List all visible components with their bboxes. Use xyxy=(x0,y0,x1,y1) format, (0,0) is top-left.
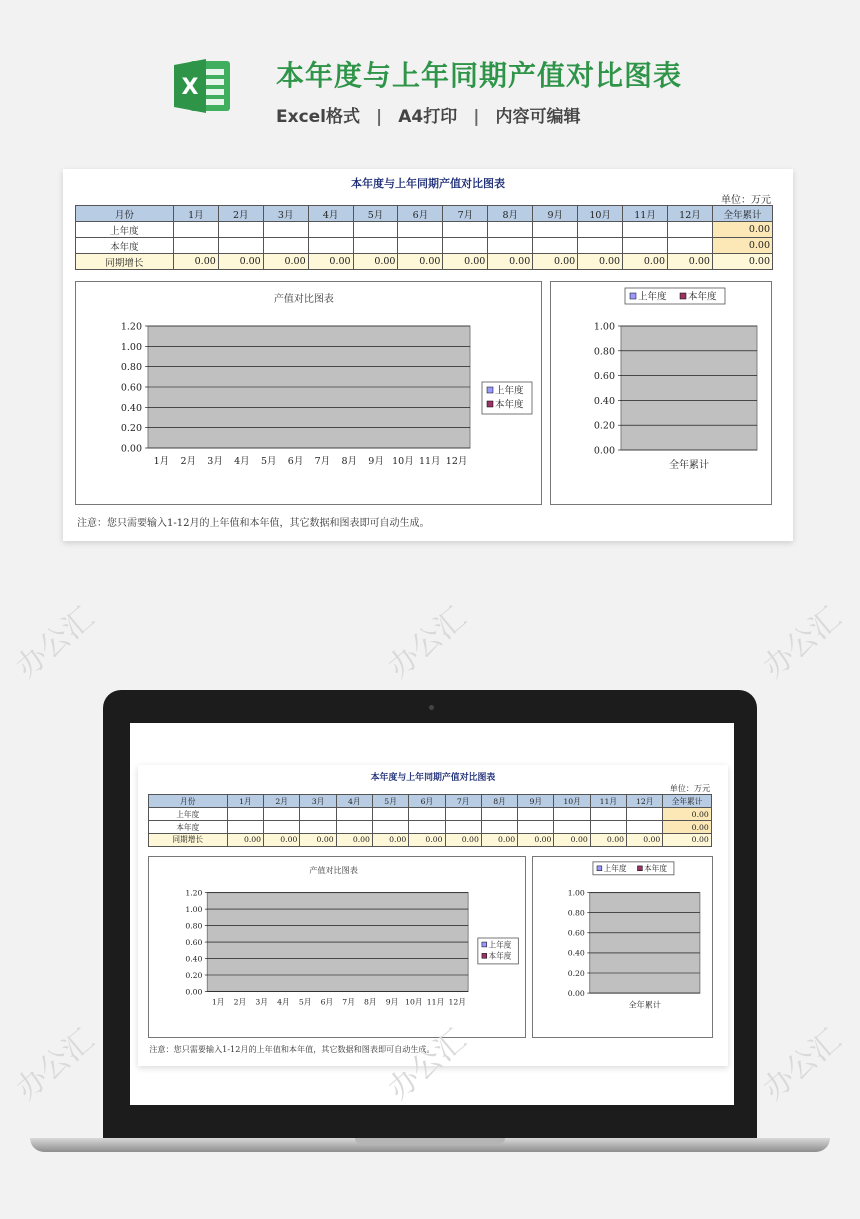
table-cell[interactable] xyxy=(554,808,590,821)
data-table xyxy=(75,205,773,270)
table-cell[interactable]: 0.00 xyxy=(398,254,443,270)
table-cell[interactable] xyxy=(623,238,668,254)
table-row xyxy=(76,222,773,238)
table-cell[interactable] xyxy=(398,222,443,238)
column-header: 2月 xyxy=(218,206,263,222)
usage-note: 注意：您只需要输入1-12月的上年值和本年值，其它数据和图表即可自动生成。 xyxy=(149,1044,435,1055)
table-cell[interactable] xyxy=(481,808,517,821)
y-tick-label: 0.60 xyxy=(185,937,203,947)
table-cell[interactable] xyxy=(227,808,263,821)
table-cell[interactable] xyxy=(264,808,300,821)
total-cell: 0.00 xyxy=(663,834,711,847)
table-cell[interactable]: 0.00 xyxy=(443,254,488,270)
spreadsheet-preview xyxy=(63,169,793,541)
y-tick-label: 0.60 xyxy=(593,371,615,383)
table-cell[interactable] xyxy=(372,821,408,834)
table-cell[interactable] xyxy=(409,821,445,834)
y-tick-label: 0.80 xyxy=(593,346,615,358)
table-cell[interactable] xyxy=(264,821,300,834)
table-cell[interactable] xyxy=(443,238,488,254)
table-cell[interactable] xyxy=(398,238,443,254)
legend-swatch xyxy=(482,953,487,958)
unit-label: 单位：万元 xyxy=(721,195,771,206)
table-cell[interactable] xyxy=(300,808,336,821)
total-cell: 0.00 xyxy=(712,238,772,254)
monthly-chart-svg xyxy=(149,857,526,1037)
table-cell[interactable] xyxy=(173,238,218,254)
monthly-chart-svg xyxy=(76,282,541,504)
x-tick-label: 4月 xyxy=(234,456,250,467)
table-cell[interactable] xyxy=(627,821,663,834)
table-cell[interactable]: 0.00 xyxy=(353,254,398,270)
row-label: 同期增长 xyxy=(76,254,174,270)
total-cell: 0.00 xyxy=(712,254,772,270)
x-tick-label: 8月 xyxy=(341,456,358,467)
x-tick-label: 1月 xyxy=(153,456,170,467)
table-header-row xyxy=(148,795,711,808)
table-cell[interactable] xyxy=(263,238,308,254)
page-subtitle xyxy=(276,102,580,127)
x-tick-label: 2月 xyxy=(233,997,246,1007)
legend-swatch xyxy=(487,387,493,393)
legend-swatch xyxy=(638,866,643,871)
table-cell[interactable] xyxy=(518,821,554,834)
y-tick-label: 0.40 xyxy=(593,395,615,407)
table-cell[interactable]: 0.00 xyxy=(263,254,308,270)
legend-swatch xyxy=(630,293,636,299)
table-cell[interactable] xyxy=(300,821,336,834)
column-header: 7月 xyxy=(443,206,488,222)
column-header: 3月 xyxy=(300,795,336,808)
table-cell[interactable]: 0.00 xyxy=(308,254,353,270)
table-cell[interactable] xyxy=(353,238,398,254)
page-header xyxy=(0,0,860,150)
y-tick-label: 1.20 xyxy=(185,888,203,898)
column-header: 月份 xyxy=(76,206,174,222)
table-cell[interactable] xyxy=(668,238,713,254)
table-cell[interactable] xyxy=(488,222,533,238)
y-tick-label: 0.00 xyxy=(593,445,615,457)
column-header: 8月 xyxy=(481,795,517,808)
spreadsheet-preview-small xyxy=(138,765,728,1066)
y-tick-label: 0.40 xyxy=(120,402,142,414)
x-tick-label: 10月 xyxy=(392,456,414,467)
table-cell[interactable] xyxy=(308,238,353,254)
legend-label: 本年度 xyxy=(644,863,668,873)
x-tick-label: 2月 xyxy=(180,456,197,467)
legend-swatch xyxy=(487,401,493,407)
legend-label: 上年度 xyxy=(638,291,667,303)
column-header: 4月 xyxy=(308,206,353,222)
table-cell[interactable] xyxy=(445,808,481,821)
table-cell[interactable]: 0.00 xyxy=(445,834,481,847)
table-cell[interactable]: 0.00 xyxy=(623,254,668,270)
column-header: 全年累计 xyxy=(712,206,772,222)
x-tick-label: 5月 xyxy=(298,997,312,1007)
x-tick-label: 6月 xyxy=(287,456,304,467)
y-tick-label: 0.00 xyxy=(185,987,203,997)
x-tick-label: 9月 xyxy=(385,997,399,1007)
table-cell[interactable]: 0.00 xyxy=(627,834,663,847)
table-cell[interactable]: 0.00 xyxy=(409,834,445,847)
column-header: 12月 xyxy=(668,206,713,222)
watermark: 办公汇 xyxy=(756,600,848,686)
x-tick-label: 3月 xyxy=(207,456,223,467)
table-cell[interactable]: 0.00 xyxy=(300,834,336,847)
table-header-row xyxy=(76,206,773,222)
column-header: 10月 xyxy=(578,206,623,222)
legend-label: 上年度 xyxy=(488,940,512,950)
column-header: 11月 xyxy=(590,795,626,808)
table-cell[interactable] xyxy=(336,821,372,834)
y-tick-label: 0.40 xyxy=(568,948,586,958)
sheet-title: 本年度与上年同期产值对比图表 xyxy=(370,772,496,783)
table-cell[interactable]: 0.00 xyxy=(218,254,263,270)
y-tick-label: 0.20 xyxy=(568,968,586,978)
excel-logo-icon xyxy=(172,55,234,117)
table-cell[interactable] xyxy=(668,222,713,238)
legend-swatch xyxy=(597,866,602,871)
row-label: 上年度 xyxy=(148,808,227,821)
table-cell[interactable]: 0.00 xyxy=(488,254,533,270)
table-cell[interactable] xyxy=(623,222,668,238)
plot-area xyxy=(590,892,700,992)
annual-total-chart xyxy=(550,281,772,505)
table-cell[interactable]: 0.00 xyxy=(590,834,626,847)
y-tick-label: 0.60 xyxy=(568,928,586,938)
y-tick-label: 0.20 xyxy=(593,420,615,432)
y-tick-label: 1.00 xyxy=(120,341,142,353)
x-tick-label: 全年累计 xyxy=(669,460,709,471)
table-cell[interactable]: 0.00 xyxy=(481,834,517,847)
column-header: 8月 xyxy=(488,206,533,222)
column-header: 3月 xyxy=(263,206,308,222)
table-cell[interactable] xyxy=(336,808,372,821)
table-cell[interactable] xyxy=(578,222,623,238)
column-header: 10月 xyxy=(554,795,590,808)
table-cell[interactable]: 0.00 xyxy=(173,254,218,270)
table-cell[interactable] xyxy=(443,222,488,238)
y-tick-label: 1.00 xyxy=(593,321,615,333)
legend-label: 上年度 xyxy=(495,385,524,397)
table-cell[interactable] xyxy=(590,808,626,821)
legend-label: 本年度 xyxy=(688,291,717,303)
x-tick-label: 7月 xyxy=(314,456,331,467)
table-cell[interactable] xyxy=(554,821,590,834)
annual-chart-svg xyxy=(533,857,711,1037)
legend-swatch xyxy=(680,293,686,299)
x-tick-label: 10月 xyxy=(404,997,423,1007)
table-cell[interactable]: 0.00 xyxy=(578,254,623,270)
table-cell[interactable] xyxy=(445,821,481,834)
total-cell: 0.00 xyxy=(663,808,711,821)
table-cell[interactable] xyxy=(488,238,533,254)
row-label: 上年度 xyxy=(76,222,174,238)
watermark: 办公汇 xyxy=(381,600,473,686)
x-tick-label: 4月 xyxy=(276,997,290,1007)
x-tick-label: 全年累计 xyxy=(629,999,662,1010)
table-row xyxy=(148,834,711,847)
table-row xyxy=(148,808,711,821)
table-cell[interactable] xyxy=(409,808,445,821)
column-header: 9月 xyxy=(533,206,578,222)
watermark: 办公汇 xyxy=(381,1022,473,1108)
unit-label: 单位：万元 xyxy=(669,782,711,793)
column-header: 5月 xyxy=(372,795,408,808)
row-label: 本年度 xyxy=(76,238,174,254)
x-tick-label: 6月 xyxy=(320,997,333,1007)
table-cell[interactable] xyxy=(218,238,263,254)
table-cell[interactable] xyxy=(173,222,218,238)
table-cell[interactable]: 0.00 xyxy=(518,834,554,847)
column-header: 4月 xyxy=(336,795,372,808)
y-tick-label: 0.00 xyxy=(120,443,142,455)
y-tick-label: 0.00 xyxy=(568,988,586,998)
table-row xyxy=(148,821,711,834)
y-tick-label: 0.40 xyxy=(185,954,203,964)
legend-swatch xyxy=(482,942,487,947)
table-cell[interactable] xyxy=(518,808,554,821)
y-tick-label: 1.20 xyxy=(120,321,142,333)
table-cell[interactable]: 0.00 xyxy=(372,834,408,847)
laptop-notch xyxy=(355,1138,505,1144)
sheet-title: 本年度与上年同期产值对比图表 xyxy=(351,177,505,190)
y-tick-label: 0.80 xyxy=(185,921,203,931)
legend-label: 上年度 xyxy=(603,863,628,873)
column-header: 9月 xyxy=(518,795,554,808)
x-tick-label: 8月 xyxy=(363,997,377,1007)
subtitle-format: Excel格式 xyxy=(276,107,361,127)
table-cell[interactable] xyxy=(590,821,626,834)
x-tick-label: 7月 xyxy=(342,997,355,1007)
row-label: 同期增长 xyxy=(148,834,227,847)
table-cell[interactable]: 0.00 xyxy=(533,254,578,270)
table-cell[interactable]: 0.00 xyxy=(264,834,300,847)
y-tick-label: 0.80 xyxy=(568,908,586,918)
x-tick-label: 1月 xyxy=(211,997,225,1007)
y-tick-label: 1.00 xyxy=(568,888,586,898)
watermark: 办公汇 xyxy=(9,1022,101,1108)
y-tick-label: 0.60 xyxy=(120,382,142,394)
column-header: 全年累计 xyxy=(663,795,711,808)
column-header: 6月 xyxy=(409,795,445,808)
table-cell[interactable] xyxy=(533,238,578,254)
table-cell[interactable] xyxy=(578,238,623,254)
total-cell: 0.00 xyxy=(712,222,772,238)
table-cell[interactable] xyxy=(353,222,398,238)
table-cell[interactable] xyxy=(372,808,408,821)
table-cell[interactable]: 0.00 xyxy=(668,254,713,270)
watermark: 办公汇 xyxy=(9,600,101,686)
column-header: 7月 xyxy=(445,795,481,808)
chart-title: 产值对比图表 xyxy=(308,864,358,875)
y-tick-label: 1.00 xyxy=(185,904,203,914)
legend-label: 本年度 xyxy=(495,399,524,411)
column-header: 6月 xyxy=(398,206,443,222)
column-header: 5月 xyxy=(353,206,398,222)
y-tick-label: 0.80 xyxy=(120,362,142,374)
table-cell[interactable] xyxy=(533,222,578,238)
table-cell[interactable]: 0.00 xyxy=(227,834,263,847)
x-tick-label: 11月 xyxy=(426,997,444,1007)
table-cell[interactable] xyxy=(481,821,517,834)
column-header: 月份 xyxy=(148,795,227,808)
column-header: 12月 xyxy=(627,795,663,808)
table-cell[interactable] xyxy=(308,222,353,238)
annual-total-chart xyxy=(532,856,712,1038)
data-table xyxy=(148,794,712,847)
column-header: 1月 xyxy=(227,795,263,808)
table-cell[interactable] xyxy=(227,821,263,834)
x-tick-label: 12月 xyxy=(448,997,466,1007)
legend-label: 本年度 xyxy=(488,951,512,961)
x-tick-label: 12月 xyxy=(445,456,468,467)
svg-text:X: X xyxy=(181,75,199,100)
table-cell[interactable] xyxy=(218,222,263,238)
table-cell[interactable]: 0.00 xyxy=(336,834,372,847)
subtitle-print: A4打印 xyxy=(398,107,458,127)
usage-note: 注意：您只需要输入1-12月的上年值和本年值，其它数据和图表即可自动生成。 xyxy=(77,518,430,529)
table-cell[interactable] xyxy=(627,808,663,821)
x-tick-label: 5月 xyxy=(260,456,277,467)
x-tick-label: 3月 xyxy=(255,997,268,1007)
chart-title: 产值对比图表 xyxy=(273,294,334,305)
column-header: 2月 xyxy=(264,795,300,808)
table-cell[interactable] xyxy=(263,222,308,238)
subtitle-separator: | xyxy=(376,107,383,127)
y-tick-label: 0.20 xyxy=(185,970,203,980)
subtitle-separator: | xyxy=(473,107,480,127)
column-header: 1月 xyxy=(173,206,218,222)
x-tick-label: 9月 xyxy=(368,456,384,467)
annual-chart-svg xyxy=(551,282,771,504)
column-header: 11月 xyxy=(623,206,668,222)
total-cell: 0.00 xyxy=(663,821,711,834)
table-row xyxy=(76,254,773,270)
row-label: 本年度 xyxy=(148,821,227,834)
table-cell[interactable]: 0.00 xyxy=(554,834,590,847)
x-tick-label: 11月 xyxy=(418,456,441,467)
subtitle-editable: 内容可编辑 xyxy=(495,107,581,127)
watermark: 办公汇 xyxy=(756,1022,848,1108)
monthly-chart xyxy=(148,856,527,1038)
camera-icon xyxy=(429,705,434,710)
table-row xyxy=(76,238,773,254)
monthly-chart xyxy=(75,281,542,505)
y-tick-label: 0.20 xyxy=(120,423,142,435)
page-title: 本年度与上年同期产值对比图表 xyxy=(276,59,683,92)
plot-area xyxy=(621,326,757,450)
